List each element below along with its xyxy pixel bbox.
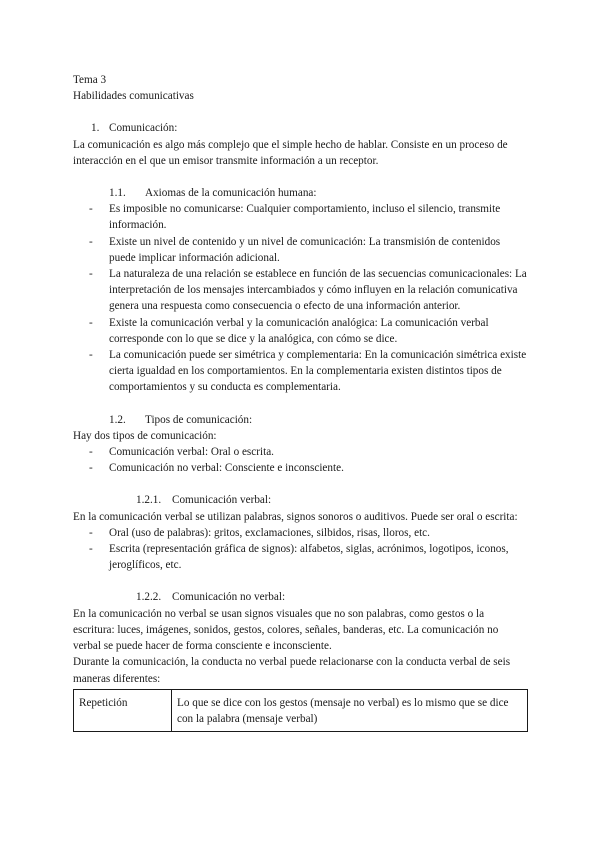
- section-1-2-title: Tipos de comunicación:: [145, 413, 253, 426]
- topic-label: Tema 3: [73, 74, 107, 86]
- verbal-nonverbal-relations-table: [73, 689, 528, 732]
- list-item: - Existe la comunicación verbal y la comunicación analógica: La comunicación verbal corresponde con lo que se dice y la analógica, con cómo se dice.: [73, 315, 528, 347]
- table-row: [74, 689, 528, 731]
- axioms-list: [73, 201, 528, 395]
- section-1-2-2-body-2: Durante la comunicación, la conducta no verbal puede relacionarse con la conducta verbal de seis maneras diferentes:: [73, 656, 511, 685]
- subject-title: Habilidades comunicativas: [73, 90, 194, 103]
- section-1-heading: [91, 120, 528, 136]
- section-1-2-heading: [109, 412, 528, 428]
- section-1-2-2-number: 1.2.2.: [136, 591, 162, 604]
- section-1-1-number: 1.1.: [109, 187, 126, 200]
- section-1-2-number: 1.2.: [109, 413, 126, 426]
- section-1-number: 1.: [91, 122, 100, 135]
- section-1-2-intro: Hay dos tipos de comunicación:: [73, 429, 217, 442]
- table-cell-term: Repetición: [74, 689, 172, 731]
- list-item: - Es imposible no comunicarse: Cualquier comportamiento, incluso el silencio, transmite información.: [73, 201, 528, 233]
- list-item: - La comunicación puede ser simétrica y complementaria: En la comunicación simétrica existe cierta igualdad en los comportamientos. En la complementaria existen distintos tipos de comportamientos y su conducta es complementaria.: [73, 347, 528, 396]
- table-cell-description: Lo que se dice con los gestos (mensaje no verbal) es lo mismo que se dice con la palabra (mensaje verbal): [172, 689, 528, 731]
- document-page: [73, 72, 528, 732]
- list-item: - Escrita (representación gráfica de signos): alfabetos, siglas, acrónimos, logotipos, iconos, jeroglíficos, etc.: [73, 541, 528, 573]
- section-1-2-1-number: 1.2.1.: [136, 494, 162, 507]
- section-1-title: Comunicación:: [109, 122, 178, 135]
- section-1-2-2-heading: [136, 589, 528, 605]
- section-1-2-2-body: En la comunicación no verbal se usan signos visuales que no son palabras, como gestos o la escritura: luces, imágenes, sonidos, gestos, colores, señales, banderas, etc. La comunicación no verbal se puede hacer de forma consciente e inconsciente.: [73, 607, 499, 653]
- list-item: - La naturaleza de una relación se establece en función de las secuencias comunicacionales: La interpretación de los mensajes intercambiados y cómo influyen en la relación comunicativa genera una respuesta como consecuencia o efecto de una información anterior.: [73, 266, 528, 315]
- section-1-2-1-body: En la comunicación verbal se utilizan palabras, signos sonoros o auditivos. Puede ser oral o escrita:: [73, 510, 518, 523]
- list-item: - Comunicación no verbal: Consciente e inconsciente.: [73, 460, 528, 476]
- section-1-2-1-heading: [136, 492, 528, 508]
- section-1-2-1-title: Comunicación verbal:: [172, 494, 272, 507]
- communication-types-list: [73, 444, 528, 476]
- list-item: - Existe un nivel de contenido y un nivel de comunicación: La transmisión de contenidos puede implicar información adicional.: [73, 234, 528, 266]
- section-1-body: La comunicación es algo más complejo que el simple hecho de hablar. Consiste en un proceso de interacción en el que un emisor transmite información a un receptor.: [73, 138, 508, 167]
- list-item: - Oral (uso de palabras): gritos, exclamaciones, silbidos, risas, lloros, etc.: [73, 525, 528, 541]
- verbal-communication-list: [73, 525, 528, 574]
- section-1-1-heading: [109, 185, 528, 201]
- section-1-2-2-title: Comunicación no verbal:: [172, 591, 286, 604]
- section-1-1-title: Axiomas de la comunicación humana:: [145, 187, 317, 200]
- list-item: - Comunicación verbal: Oral o escrita.: [73, 444, 528, 460]
